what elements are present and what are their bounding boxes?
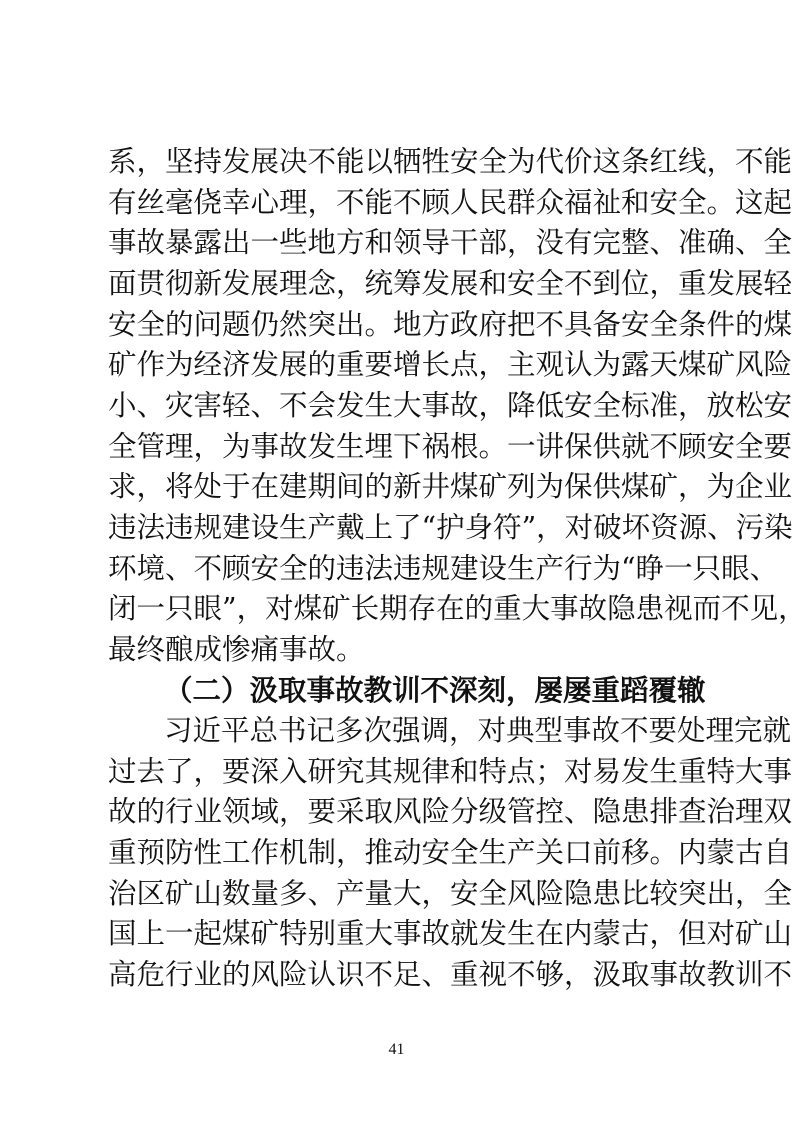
- body-text-line: 求，将处于在建期间的新井煤矿列为保供煤矿，为企业: [108, 470, 793, 503]
- body-text-line: 安全的问题仍然突出。地方政府把不具备安全条件的煤: [108, 308, 793, 341]
- body-text-line: 最终酿成惨痛事故。: [108, 633, 365, 666]
- body-text-line: 矿作为经济发展的重要增长点，主观认为露天煤矿风险: [108, 348, 793, 381]
- page-number: 41: [388, 1041, 405, 1058]
- body-text-line: 高危行业的风险认识不足、重视不够，汲取事故教训不: [108, 958, 793, 991]
- body-text-line: 故的行业领域，要采取风险分级管控、隐患排查治理双: [108, 795, 793, 828]
- body-text-line: 违法违规建设生产戴上了“护身符”，对破坏资源、污染: [108, 511, 793, 544]
- body-text-line: 治区矿山数量多、产量大，安全风险隐患比较突出，全: [108, 877, 793, 910]
- body-text-line: 事故暴露出一些地方和领导干部，没有完整、准确、全: [108, 226, 793, 259]
- body-text-line: 过去了，要深入研究其规律和特点；对易发生重特大事: [108, 755, 793, 788]
- section-heading: （二）汲取事故教训不深刻，屡屡重蹈覆辙: [164, 673, 706, 707]
- body-text-line: 有丝毫侥幸心理，不能不顾人民群众福祉和安全。这起: [108, 186, 793, 219]
- body-text-line: 面贯彻新发展理念，统筹发展和安全不到位，重发展轻: [108, 267, 793, 300]
- body-text-line: 全管理，为事故发生埋下祸根。一讲保供就不顾安全要: [108, 430, 793, 463]
- body-text-line: 系，坚持发展决不能以牺牲安全为代价这条红线，不能: [108, 145, 793, 178]
- body-text-line: 小、灾害轻、不会发生大事故，降低安全标准，放松安: [108, 389, 793, 422]
- body-text-line: 闭一只眼”，对煤矿长期存在的重大事故隐患视而不见，: [108, 592, 807, 625]
- body-text-line: 重预防性工作机制，推动安全生产关口前移。内蒙古自: [108, 836, 793, 869]
- body-text-line: 环境、不顾安全的违法违规建设生产行为“睁一只眼、: [108, 552, 779, 585]
- body-text-line: 习近平总书记多次强调，对典型事故不要处理完就: [164, 714, 792, 747]
- body-text-line: 国上一起煤矿特别重大事故就发生在内蒙古，但对矿山: [108, 917, 793, 950]
